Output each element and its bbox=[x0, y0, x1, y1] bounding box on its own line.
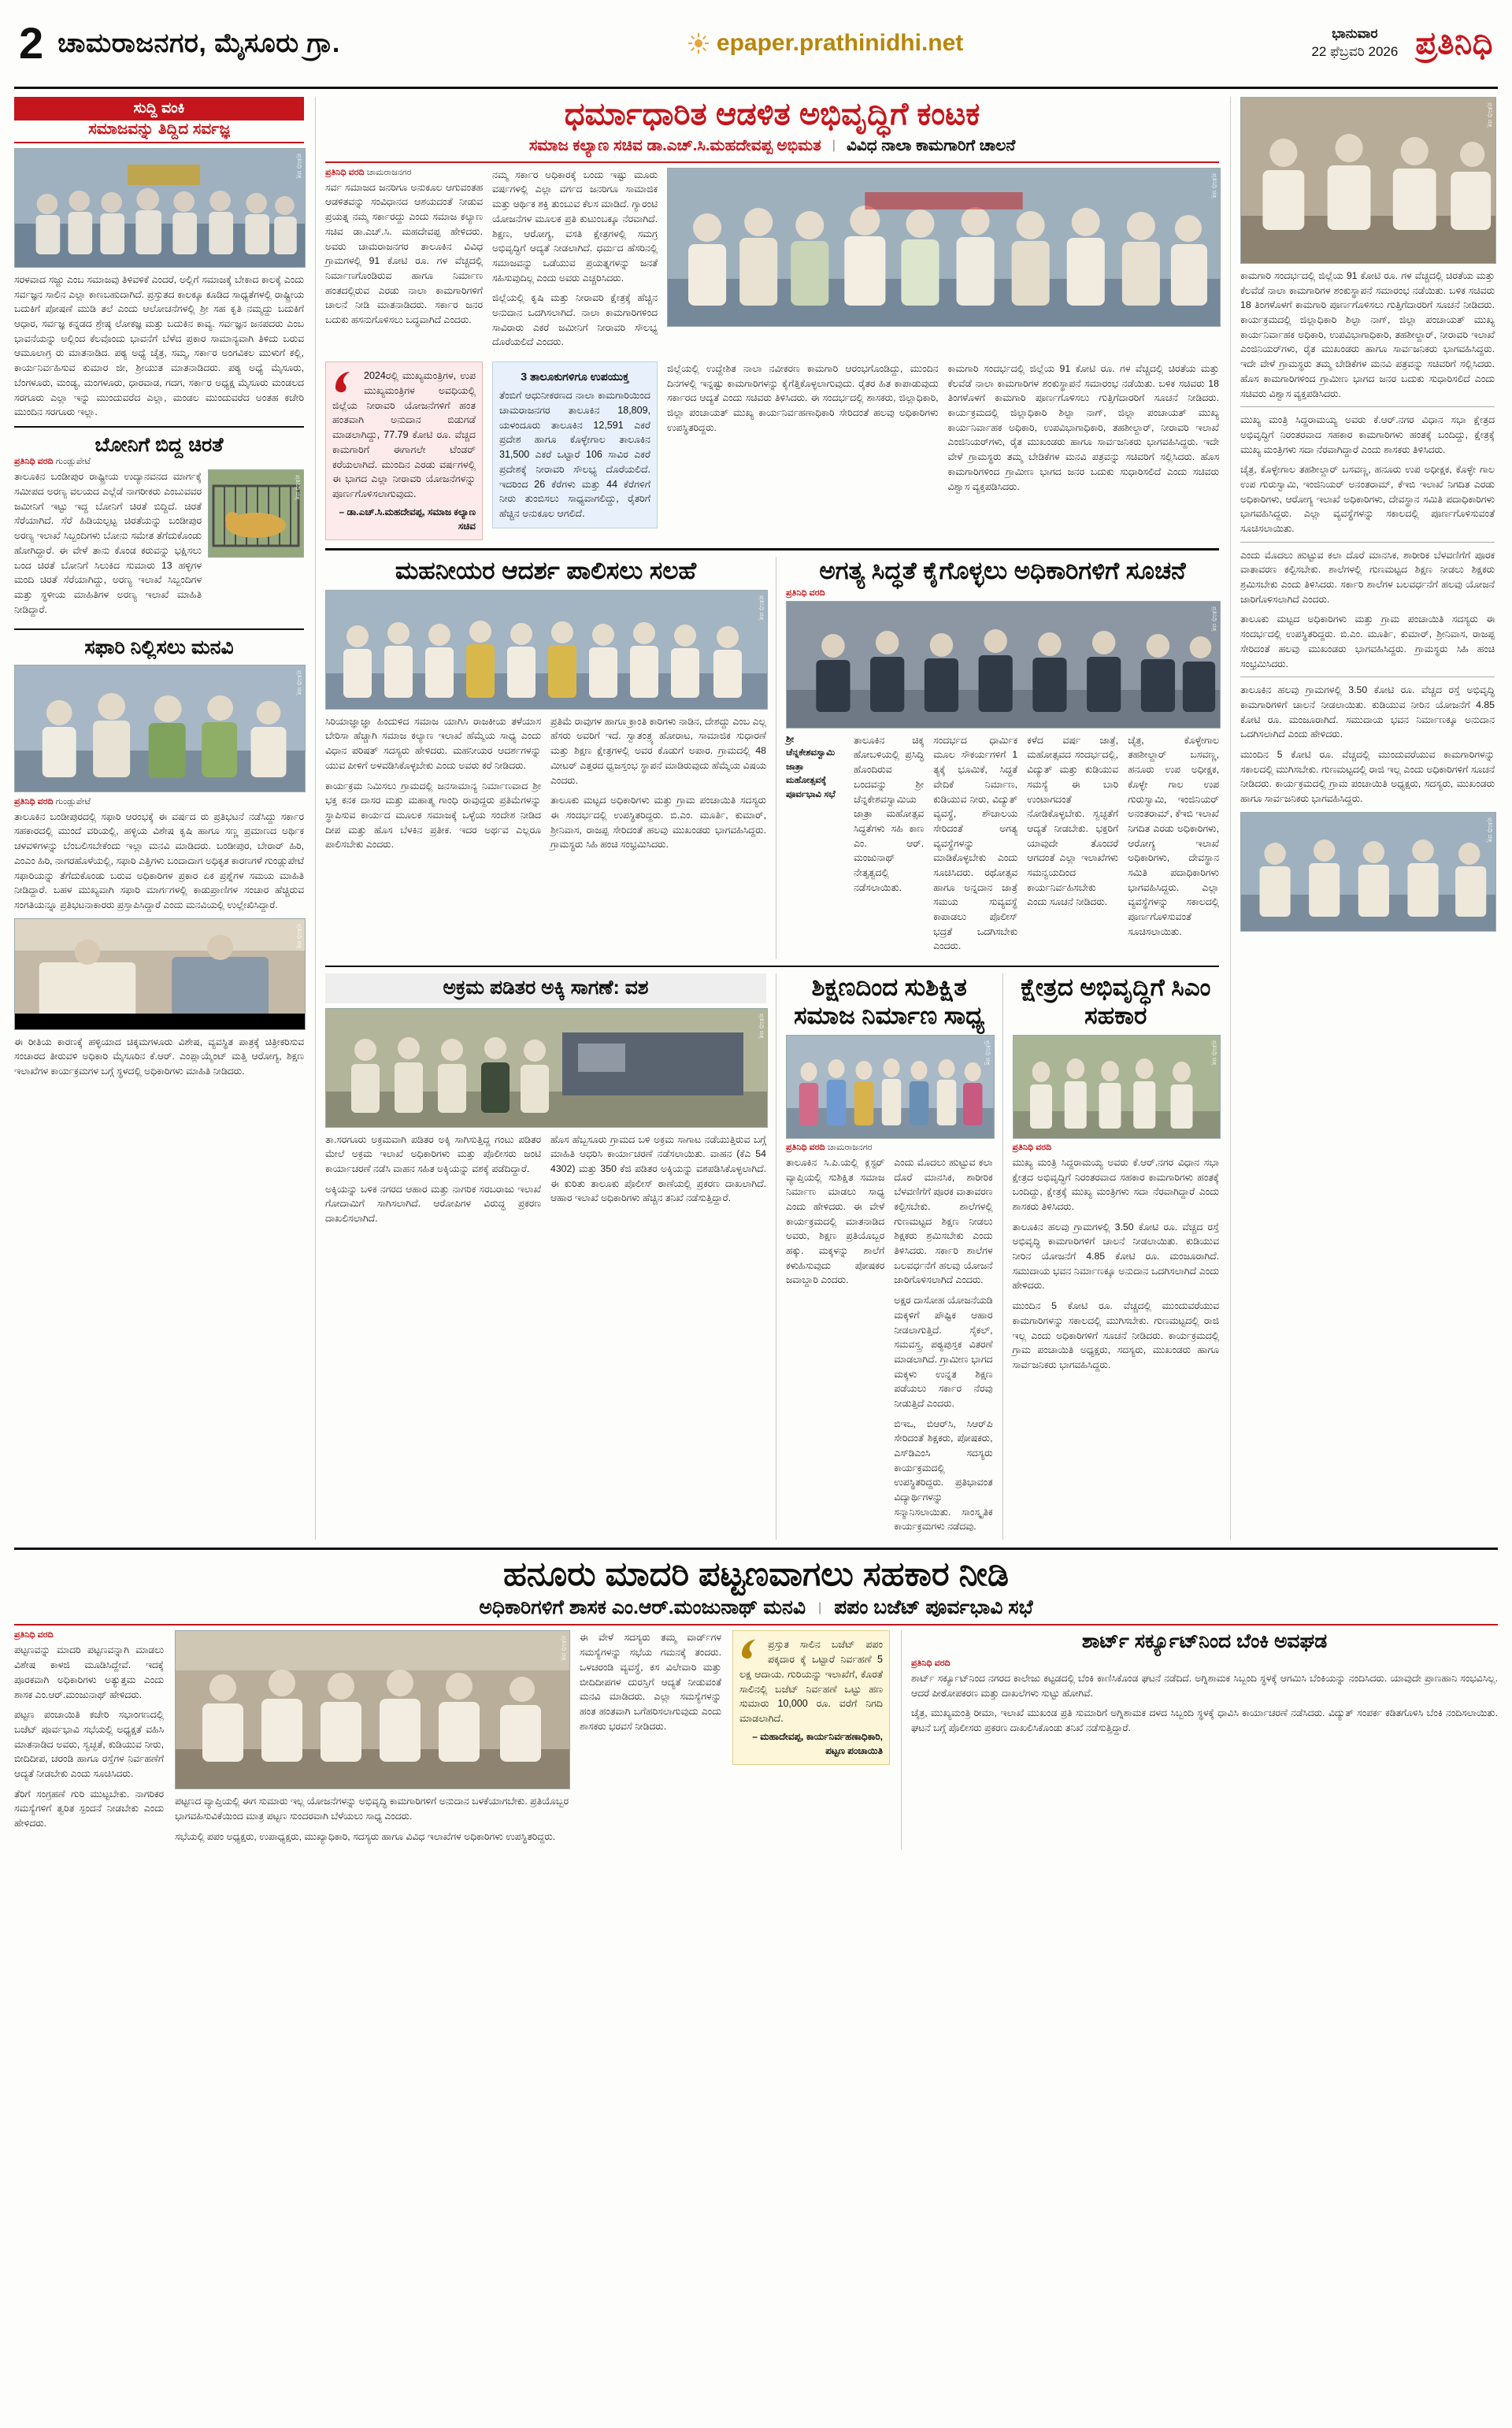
shikshana-text-1: ತಾಲೂಕಿನ ಸಿ.ಪಿ.ಯಲ್ಲಿ ಕ್ಲಸ್ಟರ್ ವ್ಯಾಪ್ತಿಯಲ್ಲಿ ಸುಶಿಕ್ಷಿತ ಸಮಾಜ ನಿರ್ಮಾಣ ಮಾಡಲು ಸಾಧ್ಯ ಎಂದು ಹೇಳಿದರು. ಈ ವೇಳೆ ಕಾರ್ಯಕ್ರಮದಲ್ಲಿ ಮಾತನಾಡಿದ ಅವರು, ಶಿಕ್ಷಣ ಪ್ರತಿಯೊಬ್ಬರ ಹಕ್ಕು. ಮಕ್ಕಳನ್ನು ಶಾಲೆಗೆ ಕಳುಹಿಸುವುದು ಪೋಷಕರ ಜವಾಬ್ದಾರಿ ಎಂದರು. bbox=[786, 1156, 885, 1286]
photo-credit: ಪ್ರತಿನಿಧಿ ಚಿತ್ರ bbox=[984, 1040, 992, 1066]
article-bonige bbox=[14, 434, 304, 622]
mahaniya-title: ಮಹನೀಯರ ಆದರ್ಶ ಪಾಲಿಸಲು ಸಲಹೆ bbox=[395, 556, 697, 584]
divider bbox=[325, 966, 1219, 967]
photo-credit: ಪ್ರತಿನಿಧಿ ಚಿತ್ರ bbox=[1211, 606, 1218, 632]
mahaniya-text-2: ಪ್ರತಿಮೆ ರಾವುಗಳ ಹಾಗೂ ಕ್ರಾಂತಿ ಕಾರಿಗಳು ನಾಡಿನ, ದೇಶದ್ದು ಎಂಬ ಎಲ್ಲ ಹೆಸರು ಅವರಿಗೆ ಇದೆ. ಸ್ವಾತಂತ್ರ್ಯ ಹೋರಾಟ, ಸಾಮಾಜಿಕ ಸುಧಾರಣೆ ಮತ್ತು ಶಿಕ್ಷಣ ಕ್ಷೇತ್ರಗಳಲ್ಲಿ ಅವರ ಕೊಡುಗೆ ಅಪಾರ. ಗ್ರಾಮದಲ್ಲಿ 48 ಮೀಟರ್ ಎತ್ತರದ ಧ್ವಜಸ್ತಂಭ ಸ್ಥಾಪನೆ ಮಾಡಿರುವುದು ಹೆಮ್ಮೆಯ ವಿಷಯ ಎಂದರು. bbox=[550, 715, 766, 786]
photo-credit: ಪ್ರತಿನಿಧಿ ಚಿತ್ರ bbox=[1211, 172, 1218, 198]
photo-credit: ಪ್ರತಿನಿಧಿ ಚಿತ್ರ bbox=[296, 669, 303, 695]
right-text-4: ಎಂದು ಮೊದಲು ಹುಟ್ಟುವ ಕಲಾ ದೊರೆ ಮಾನಸಿಕ, ಶಾರೀರಿಕ ಬೆಳವಣಿಗೆಗೆ ಪೂರಕ ವಾತಾವರಣ ಕಲ್ಪಿಸಬೇಕು. ಶಾಲೆಗಳಲ್ಲಿ ಗುಣಮಟ್ಟದ ಶಿಕ್ಷಣ ನೀಡಲು ಶಿಕ್ಷಕರು ಶ್ರಮಿಸಬೇಕು ಎಂದು ತಿಳಿಸಿದರು. ಸರ್ಕಾರಿ ಶಾಲೆಗಳ ಬಲವರ್ಧನೆಗೆ ಹಲವು ಯೋಜನೆ ಜಾರಿಗೊಳಿಸಲಾಗಿದೆ ಎಂದರು. bbox=[1240, 549, 1495, 605]
pink-box-text: 2024ರಲ್ಲಿ ಮುಖ್ಯಮಂತ್ರಿಗಳ, ಉಪ ಮುಖ್ಯಮಂತ್ರಿಗಳ ಅವಧಿಯಲ್ಲಿ ಜಿಲ್ಲೆಯ ನೀರಾವರಿ ಯೋಜನೆಗಳಿಗೆ ಹಂತ ಹಂತವಾಗಿ ಅನುದಾನ ಬಿಡುಗಡೆ ಮಾಡಲಾಗಿದ್ದು, 77.79 ಕೋಟಿ ರೂ. ವೆಚ್ಚದ ಕಾಮಗಾರಿಗೆ ಈಗಾಗಲೇ ಟೆಂಡರ್ ಕರೆಯಲಾಗಿದೆ. ಮುಂದಿನ ಎರಡು ವರ್ಷಗಳಲ್ಲಿ ಈ ಭಾಗದ ಎಲ್ಲಾ ನೀರಾವರಿ ಯೋಜನೆಗಳನ್ನು ಪೂರ್ಣಗೊಳಿಸಲಾಗುವುದು. bbox=[332, 370, 476, 500]
mahaniya-text-1b: ಕಾರ್ಯಕ್ರಮ ನಿಮಿಸಲು ಗ್ರಾಮದಲ್ಲಿ ಜನಸಾಮಾನ್ಯ ನಿರ್ಮಾಣವಾದ ಶ್ರೀ ಭಕ್ತ ಕನಕ ದಾಸರ ಮತ್ತು ಮಹಾತ್ಮ ಗಾಂಧಿ ರಾವುದ್ದರು ಪ್ರತಿಮೆಗಳನ್ನು ಸ್ಥಾಪಿಸುವ ಕಾರ್ಯದ ಮೂಲಕ ಸಮಾಜಕ್ಕೆ ಒಳ್ಳೆಯ ಸಂದೇಶ ನೀಡಿದ ದೀಪ ಮತ್ತು ಹೊಸ ಬೆಳಕಿನ ಪ್ರತೀಕ. ಇದರ ಅರ್ಥವ ಎಲ್ಲರೂ ಪಾಲಿಸಬೇಕು ಎಂದರು. bbox=[325, 780, 541, 851]
lead-photo bbox=[667, 168, 1221, 327]
right-text-7: ಮುಂದಿನ 5 ಕೋಟಿ ರೂ. ವೆಚ್ಚದಲ್ಲಿ ಮುಂದುವರೆಯುವ ಕಾಮಗಾರಿಗಳನ್ನು ಸಕಾಲದಲ್ಲಿ ಮುಗಿಸಬೇಕು. ಗುಣಮಟ್ಟದಲ್ಲಿ ರಾಜಿ ಇಲ್ಲ ಎಂದು ಅಧಿಕಾರಿಗಳಿಗೆ ಸೂಚನೆ ನೀಡಿದರು. ಕಾರ್ಯಕ್ರಮದಲ್ಲಿ ಗ್ರಾಮ ಪಂಚಾಯಿತಿ ಅಧ್ಯಕ್ಷರು, ಸದಸ್ಯರು, ಮುಖಂಡರು ಹಾಗೂ ಸಾರ್ವಜನಿಕರು ಭಾಗವಹಿಸಿದ್ದರು. bbox=[1240, 748, 1495, 804]
byline-agency: ಪ್ರತಿನಿಧಿ ವರದಿ bbox=[14, 1630, 54, 1640]
right-photo-top bbox=[1240, 97, 1496, 264]
kshetra-title: ಕ್ಷೇತ್ರದ ಅಭಿವೃದ್ಧಿಗೆ ಸಿಎಂ ಸಹಕಾರ bbox=[1021, 973, 1211, 1030]
shikshana-text-3: ಬಿಇಒ, ಬಿಆರ್‌ಸಿ, ಸಿಆರ್‌ಪಿ ಸೇರಿದಂತೆ ಶಿಕ್ಷಕರು, ಪೋಷಕರು, ಎಸ್‌ಡಿಎಂಸಿ ಸದಸ್ಯರು ಕಾರ್ಯಕ್ರಮದಲ್ಲಿ ಉಪಸ್ಥಿತರಿದ್ದರು. ಪ್ರತಿಭಾವಂತ ವಿದ್ಯಾರ್ಥಿಗಳನ್ನು ಸನ್ಮಾನಿಸಲಾಯಿತು. ಸಾಂಸ್ಕೃತಿಕ ಕಾರ್ಯಕ್ರಮಗಳು ನಡೆದವು. bbox=[894, 1418, 993, 1533]
akrama-text-1b: ಅಕ್ಕಿಯನ್ನು ಬಳಿಕ ನಗರದ ಆಹಾರ ಮತ್ತು ನಾಗರಿಕ ಸರಬರಾಜು ಇಲಾಖೆ ಗೋದಾಮಿಗೆ ಸಾಗಿಸಲಾಗಿದೆ. ಆರೋಪಿಗಳ ವಿರುದ್ಧ ಪ್ರಕರಣ ದಾಖಲಿಸಲಾಗಿದೆ. bbox=[325, 1183, 541, 1224]
right-text-3: ಚೈತ್ರ, ಕೊಳ್ಳೇಗಾಲ ತಹಶೀಲ್ದಾರ್ ಬಸವಣ್ಣ, ಹನೂರು ಉಪ ಅಧೀಕ್ಷಕ, ಕೊಳ್ಳೇ ಗಾಲ ಉಪ ಗುರುಸ್ವಾಮಿ, ಇಂಜಿನಿಯರ್ ಅನಂತರಾಮ್, ಕೆಇಬಿ ಇಲಾಖೆ ನಿಗದಿತ ಎರಡು ಅಧಿಕಾರಿಗಳು, ಆರೋಗ್ಯ ಇಲಾಖೆ ಅಧಿಕಾರಿಗಳು, ದೇವಸ್ಥಾನ ಸಮಿತಿ ಪದಾಧಿಕಾರಿಗಳು ಭಾಗವಹಿಸಿದ್ದರು. ಎಲ್ಲಾ ವ್ಯವಸ್ಥೆಗಳನ್ನು ಸಕಾಲದಲ್ಲಿ ಪೂರ್ಣಗೊಳಿಸುವಂತೆ ಸೂಚಿಸಲಾಯಿತು. bbox=[1240, 464, 1495, 534]
byline-place: ಚಾಮರಾಜನಗರ bbox=[366, 167, 412, 177]
bottom-yellow-box bbox=[732, 1630, 890, 1765]
article-shikshana-kshetra bbox=[776, 973, 1219, 1540]
divider bbox=[14, 1624, 1498, 1625]
shikshana-text-2: ಎಂದು ಮೊದಲು ಹುಟ್ಟುವ ಕಲಾ ದೊರೆ ಮಾನಸಿಕ, ಶಾರೀರಿಕ ಬೆಳವಣಿಗೆಗೆ ಪೂರಕ ವಾತಾವರಣ ಕಲ್ಪಿಸಬೇಕು. ಶಾಲೆಗಳಲ್ಲಿ ಗುಣಮಟ್ಟದ ಶಿಕ್ಷಣ ನೀಡಲು ಶಿಕ್ಷಕರು ಶ್ರಮಿಸಬೇಕು ಎಂದು ತಿಳಿಸಿದರು. ಸರ್ಕಾರಿ ಶಾಲೆಗಳ ಬಲವರ್ಧನೆಗೆ ಹಲವು ಯೋಜನೆ ಜಾರಿಗೊಳಿಸಲಾಗಿದೆ ಎಂದರು. bbox=[894, 1156, 993, 1286]
byline-agency: ಪ್ರತಿನಿಧಿ ವರದಿ bbox=[1012, 1142, 1052, 1152]
agathya-title: ಅಗತ್ಯ ಸಿದ್ಧತೆ ಕೈಗೊಳ್ಳಲು ಅಧಿಕಾರಿಗಳಿಗೆ ಸೂಚನೆ bbox=[819, 556, 1186, 584]
bottom-col-3 bbox=[580, 1630, 721, 1849]
lead-body bbox=[325, 168, 1219, 355]
mahaniya-text-2b: ತಾಲೂಕು ಮಟ್ಟದ ಅಧಿಕಾರಿಗಳು ಮತ್ತು ಗ್ರಾಮ ಪಂಚಾಯಿತಿ ಸದಸ್ಯರು ಈ ಸಂದರ್ಭದಲ್ಲಿ ಉಪಸ್ಥಿತರಿದ್ದರು. ಬಿ.ಎಂ. ಮೂರ್ತಿ, ಕುಮಾರ್, ಶ್ರೀನಿವಾಸ, ರಾಜಪ್ಪ ಸೇರಿದಂತೆ ಹಲವು ಮುಖಂಡರು ಭಾಗವಹಿಸಿದ್ದರು. ಗ್ರಾಮಸ್ಥರು ಸಿಹಿ ಹಂಚಿ ಸಂಭ್ರಮಿಸಿದರು. bbox=[550, 795, 766, 851]
lead-text-2b: ಜಿಲ್ಲೆಯಲ್ಲಿ ಕೃಷಿ ಮತ್ತು ನೀರಾವರಿ ಕ್ಷೇತ್ರಕ್ಕೆ ಹೆಚ್ಚಿನ ಅನುದಾನ ಒದಗಿಸಲಾಗಿದೆ. ನಾಲಾ ಕಾಮಗಾರಿಗಳಿಂದ ಸಾವಿರಾರು ಎಕರೆ ಜಮೀನಿಗೆ ನೀರಾವರಿ ಸೌಲಭ್ಯ ದೊರೆಯಲಿದೆ ಎಂದರು. bbox=[492, 292, 658, 348]
lead-subheadline-right: ವಿವಿಧ ನಾಲಾ ಕಾಮಗಾರಿಗೆ ಚಾಲನೆ bbox=[846, 136, 1016, 154]
bottom-byline bbox=[14, 1630, 164, 1640]
akrama-photo bbox=[325, 1008, 768, 1128]
divider bbox=[325, 161, 1219, 163]
left-column bbox=[14, 97, 304, 1540]
agathya-text-2: ಸಂದರ್ಭದ ಧಾರ್ಮಿಕ ಮೂಲ ಸೌಕರ್ಯಗಳಿಗೆ 1 ತ್ಯಕ್ಕೆ ಭೂಮಿಕೆ, ಸಿದ್ಧತೆ ವೇದಿಕೆ ನಿರ್ಮಾಣ, ಕುಡಿಯುವ ನೀರು, ವಿದ್ಯುತ್ ವ್ಯವಸ್ಥೆ, ಶೌಚಾಲಯ ಸೇರಿದಂತೆ ಅಗತ್ಯ ವ್ಯವಸ್ಥೆಗಳನ್ನು ಮಾಡಿಕೊಳ್ಳಬೇಕು ಎಂದು ಸೂಚಿಸಿದರು. ರಥೋತ್ಸವ ಹಾಗೂ ಅನ್ನದಾನ ಜಾತ್ರೆ ಸಮಯ ಸುವ್ಯವಸ್ಥೆ ಕಾಪಾಡಲು ಪೊಲೀಸ್ ಭದ್ರತೆ ಒದಗಿಸಬೇಕು ಎಂದರು. bbox=[933, 734, 1018, 952]
lead-pink-box bbox=[325, 361, 483, 540]
bottom-photo bbox=[175, 1630, 570, 1789]
yellow-box-text: ಪ್ರಸ್ತುತ ಸಾಲಿನ ಬಜೆಟ್ ಪಪಂ ಪಕ್ಕದಾರ ಕ್ಕೆ ಒಟ್ಟಾರೆ ನಿರ್ವಹಣೆ 5 ಲಕ್ಷ ಆದಾಯ. ಗುರಿಯನ್ನು ಇಲಾಖೆಗೆ, ಕೊರತೆ ಸಾಲಿನಲ್ಲಿ ಬಜೆಟ್ ನಿರ್ವಹಣೆ ಒಟ್ಟು ಹಣ ಸುಮಾರು 10,000 ರೂ. ವರೆಗೆ ನಿಗದಿ ಮಾಡಲಾಗಿದೆ. bbox=[739, 1639, 883, 1725]
bottom-subhead-right: ಪಪಂ ಬಜೆಟ್ ಪೂರ್ವಭಾವಿ ಸಭೆ bbox=[834, 1596, 1033, 1619]
kshetra-text-2: ತಾಲೂಕಿನ ಹಲವು ಗ್ರಾಮಗಳಲ್ಲಿ 3.50 ಕೋಟಿ ರೂ. ವೆಚ್ಚದ ರಸ್ತೆ ಅಭಿವೃದ್ಧಿ ಕಾಮಗಾರಿಗಳಿಗೆ ಚಾಲನೆ ನೀಡಲಾಯಿತು. ಕುಡಿಯುವ ನೀರಿನ ಯೋಜನೆಗೆ 4.85 ಕೋಟಿ ರೂ. ಮಂಜೂರಾಗಿದೆ. ಸಮುದಾಯ ಭವನ ನಿರ್ಮಾಣಕ್ಕೂ ಅನುದಾನ ಒದಗಿಸಲಾಗಿದೆ ಎಂದು ಹೇಳಿದರು. bbox=[1012, 1221, 1219, 1292]
agathya-byline bbox=[786, 588, 1219, 599]
photo-content bbox=[1014, 1036, 1221, 1138]
article-safari bbox=[14, 636, 304, 1078]
lead-col-3 bbox=[667, 168, 1219, 355]
lead-byline bbox=[325, 168, 483, 178]
lead-col-1 bbox=[325, 168, 483, 355]
bottom-text-2b: ಸಭೆಯಲ್ಲಿ ಪಪಂ ಅಧ್ಯಕ್ಷರು, ಉಪಾಧ್ಯಕ್ಷರು, ಮುಖ್ಯಾಧಿಕಾರಿ, ಸದಸ್ಯರು ಹಾಗೂ ವಿವಿಧ ಇಲಾಖೆಗಳ ಅಧಿಕಾರಿಗಳು ಉಪಸ್ಥಿತರಿದ್ದರು. bbox=[175, 1830, 556, 1842]
epaper-link-group[interactable] bbox=[340, 30, 1312, 57]
photo-credit: ಪ್ರತಿನಿಧಿ ಚಿತ್ರ bbox=[561, 1636, 568, 1661]
lead-subheadline-left: ಸಮಾಜ ಕಲ್ಯಾಣ ಸಚಿವ ಡಾ.ಎಚ್.ಸಿ.ಮಹದೇವಪ್ಪ ಅಭಿಮತ bbox=[528, 136, 821, 154]
photo-credit: ಪ್ರತಿನಿಧಿ ಚಿತ್ರ bbox=[1487, 102, 1494, 128]
date-text: 22 ಫೆಬ್ರವರಿ 2026 bbox=[1311, 44, 1399, 59]
weekday: ಭಾನುವಾರ bbox=[1332, 26, 1378, 42]
article-short-circuit bbox=[901, 1630, 1498, 1849]
shikshana-byline bbox=[786, 1143, 993, 1153]
blue-box-text: ತೆಂಬಿಗೆ ಆಧುನೀಕರಣದ ನಾಲಾ ಕಾಮಗಾರಿಯಿಂದ ಚಾಮರಾಜನಗರ ತಾಲೂಕಿನ 18,809, ಯಳಂದೂರು ತಾಲೂಕಿನ 12,591 ಎಕರೆ ಪ್ರದೇಶ ಹಾಗೂ ಕೊಳ್ಳೇಗಾಲ ತಾಲೂಕಿನ 31,500 ಎಕರೆ ಒಟ್ಟಾರೆ 106 ಸಾವಿರ ಎಕರೆ ಪ್ರದೇಶಕ್ಕೆ ನೀರಾವರಿ ಸೌಲಭ್ಯ ದೊರೆಯಲಿದೆ. ಇದರಿಂದ 26 ಕೆರೆಗಳು ಮತ್ತು 44 ಕೆರೆಗಳಿಗೆ ನೀರು ತುಂಬಿಸಲು ಸಾಧ್ಯವಾಗಲಿದ್ದು, ರೈತರಿಗೆ ಹೆಚ್ಚಿನ ಅನುಕೂಲ ಆಗಲಿದೆ. bbox=[499, 390, 650, 520]
photo-content bbox=[209, 470, 303, 557]
lead-text-1: ಸರ್ವ ಸಮಾಜದ ಜನರಿಗೂ ಅನುಕೂಲ ಆಗುವಂತಹ ಆಡಳಿತವನ್ನು ಸಂವಿಧಾನದ ಆಶಯದಂತೆ ನೀಡುವ ಪ್ರಯತ್ನ ನಮ್ಮ ಸರ್ಕಾರದ್ದು ಎಂದು ಸಮಾಜ ಕಲ್ಯಾಣ ಸಚಿವ ಡಾ.ಎಚ್.ಸಿ. ಮಹದೇವಪ್ಪ ಹೇಳಿದರು. ಅವರು ಚಾಮರಾಜನಗರ ತಾಲೂಕಿನ ವಿವಿಧ ಗ್ರಾಮಗಳಲ್ಲಿ 91 ಕೋಟಿ ರೂ. ಗಳ ವೆಚ್ಚದಲ್ಲಿ ನಿರ್ಮಾಣಗೊಂಡಿರುವ ಹಾಗೂ ನಿರ್ಮಾಣ ಹಂತದಲ್ಲಿರುವ ಎರಡು ನಾಲಾ ಕಾಮಗಾರಿಗಳಿಗೆ ಚಾಲನೆ ನೀಡಿ ಮಾತನಾಡಿದರು. ಸರ್ಕಾರ ಜನರ ಬದುಕು ಹಸನುಗೊಳಿಸಲು ಬದ್ಧವಾಗಿದೆ ಎಂದರು. bbox=[325, 181, 483, 325]
edition-name: ಚಾಮರಾಜನಗರ, ಮೈಸೂರು ಗ್ರಾ. bbox=[57, 28, 340, 58]
bottom-section bbox=[14, 1556, 1498, 1849]
safari-byline bbox=[14, 797, 304, 807]
page-number: 2 bbox=[19, 18, 44, 68]
suddi-vanki-header: ಸುದ್ದಿ ವಂಕಿ bbox=[14, 97, 304, 120]
byline-agency: ಪ್ರತಿನಿಧಿ ವರದಿ bbox=[14, 457, 54, 467]
right-text-5: ತಾಲೂಕು ಮಟ್ಟದ ಅಧಿಕಾರಿಗಳು ಮತ್ತು ಗ್ರಾಮ ಪಂಚಾಯಿತಿ ಸದಸ್ಯರು ಈ ಸಂದರ್ಭದಲ್ಲಿ ಉಪಸ್ಥಿತರಿದ್ದರು. ಬಿ.ಎಂ. ಮೂರ್ತಿ, ಕುಮಾರ್, ಶ್ರೀನಿವಾಸ, ರಾಜಪ್ಪ ಸೇರಿದಂತೆ ಹಲವು ಮುಖಂಡರು ಭಾಗವಹಿಸಿದ್ದರು. ಗ್ರಾಮಸ್ಥರು ಸಿಹಿ ಹಂಚಿ ಸಂಭ್ರಮಿಸಿದರು. bbox=[1240, 613, 1495, 669]
bottom-yellow-wrap bbox=[732, 1630, 890, 1849]
bottom-subhead-left: ಅಧಿಕಾರಿಗಳಿಗೆ ಶಾಸಕ ಎಂ.ಆರ್.ಮಂಜುನಾಥ್ ಮನವಿ bbox=[479, 1596, 806, 1619]
bottom-text-1b: ಪಟ್ಟಣ ಪಂಚಾಯಿತಿ ಕಚೇರಿ ಸಭಾಂಗಣದಲ್ಲಿ ಬಜೆಟ್ ಪೂರ್ವಭಾವಿ ಸಭೆಯಲ್ಲಿ ಅಧ್ಯಕ್ಷತೆ ವಹಿಸಿ ಮಾತನಾಡಿದ ಅವರು, ಸ್ವಚ್ಛತೆ, ಕುಡಿಯುವ ನೀರು, ಬೀದಿದೀಪ, ಚರಂಡಿ ಹಾಗೂ ರಸ್ತೆಗಳ ನಿರ್ವಹಣೆಗೆ ಆದ್ಯತೆ ನೀಡಬೇಕು ಎಂದು ಸೂಚಿಸಿದರು. bbox=[14, 1709, 164, 1779]
band-two bbox=[325, 557, 1219, 959]
photo-content bbox=[15, 919, 305, 1029]
pink-box-attribution: – ಡಾ.ಎಚ್.ಸಿ.ಮಹದೇವಪ್ಪ, ಸಮಾಜ ಕಲ್ಯಾಣ ಸಚಿವ bbox=[339, 506, 476, 532]
bottom-text-1: ಪಟ್ಟಣವನ್ನು ಮಾದರಿ ಪಟ್ಟಣವನ್ನಾಗಿ ಮಾಡಲು ವಿಶೇಷ ಕಾಳಜಿ ಮೂಡಿಸಿದ್ದೇವೆ. ಇದಕ್ಕೆ ಪೂರಕವಾಗಿ ಅಧಿಕಾರಿಗಳು ಅತ್ಯುತ್ತಮ ಎಂದು ಶಾಸಕ ಎಂ.ಆರ್.ಮಂಜುನಾಥ್ ಹೇಳಿದರು. bbox=[14, 1644, 164, 1700]
bottom-grid bbox=[14, 1630, 1498, 1849]
short-circuit-byline bbox=[911, 1659, 1498, 1669]
byline-place: ಚಾಮರಾಜನಗರ bbox=[827, 1142, 873, 1152]
photo-credit: ಪ್ರತಿನಿಧಿ ಚಿತ್ರ bbox=[1211, 1040, 1218, 1066]
lead-lower bbox=[325, 361, 1219, 540]
safari-photo bbox=[14, 665, 306, 792]
safari-title: ಸಫಾರಿ ನಿಲ್ಲಿಸಲು ಮನವಿ bbox=[84, 636, 234, 659]
shikshana-text-2b: ಅಕ್ಷರ ದಾಸೋಹ ಯೋಜನೆಯಡಿ ಮಕ್ಕಳಿಗೆ ಪೌಷ್ಟಿಕ ಆಹಾರ ನೀಡಲಾಗುತ್ತಿದೆ. ಸೈಕಲ್, ಸಮವಸ್ತ್ರ, ಪಠ್ಯಪುಸ್ತಕ ವಿತರಣೆ ಮಾಡಲಾಗಿದೆ. ಗ್ರಾಮೀಣ ಭಾಗದ ಮಕ್ಕಳು ಉನ್ನತ ಶಿಕ್ಷಣ ಪಡೆಯಲು ಸರ್ಕಾರ ನೆರವು ನೀಡುತ್ತಿದೆ ಎಂದರು. bbox=[894, 1295, 993, 1409]
photo-content bbox=[15, 149, 305, 267]
agathya-text-1: ತಾಲೂಕಿನ ಚಿಕ್ಕ ಹೋಬಳಿಯಲ್ಲಿ ಪ್ರಸಿದ್ಧಿ ಹೊಂದಿರುವ ಬಂದವನ್ನು ಶ್ರೀ ಚೆನ್ನಕೇಶವಸ್ವಾಮಿಯ ಜಾತ್ರಾ ಮಹೋತ್ಸವ ಸಿದ್ಧತೆಗಳು ಸಹಿ ಕಾಣ ಎಂ. ಆರ್. ಮಂಜುನಾಥ್ ನೇತೃತ್ವದಲ್ಲಿ ನಡೆಸಲಾಯಿತು. bbox=[854, 734, 925, 893]
bottom-text-1c: ತೆರಿಗೆ ಸಂಗ್ರಹಣೆ ಗುರಿ ಮುಟ್ಟಬೇಕು. ನಾಗರಿಕರ ಸಮಸ್ಯೆಗಳಿಗೆ ತ್ವರಿತ ಸ್ಪಂದನೆ ನೀಡಬೇಕು ಎಂದು ಹೇಳಿದರು. bbox=[14, 1788, 164, 1829]
photo-content bbox=[1241, 98, 1495, 263]
lead-text-4: ಕಾಮಗಾರಿ ಸಂದರ್ಭದಲ್ಲಿ ಜಿಲ್ಲೆಯ 91 ಕೋಟಿ ರೂ. ಗಳ ವೆಚ್ಚದಲ್ಲಿ ಚಿರತೆಯ ಮತ್ತು ಕೆಲವೆಡೆ ನಾಲಾ ಕಾಮಗಾರಿಗಳ ಶಂಕುಸ್ಥಾಪನೆ ಸಮಾರಂಭ ನಡೆಯಿತು. ಬಳಿಕ ಸಚಿವರು 18 ತಿಂಗಳೊಳಗೆ ಕಾಮಗಾರಿ ಪೂರ್ಣಗೊಳಿಸಲು ಗುತ್ತಿಗೆದಾರರಿಗೆ ಸೂಚನೆ ನೀಡಿದರು. ಕಾರ್ಯಕ್ರಮದಲ್ಲಿ ಜಿಲ್ಲಾಧಿಕಾರಿ ಶಿಲ್ಪಾ ನಾಗ್, ಜಿಲ್ಲಾ ಪಂಚಾಯತ್ ಮುಖ್ಯ ಕಾರ್ಯನಿರ್ವಾಹಕ ಅಧಿಕಾರಿ, ಉಪವಿಭಾಗಾಧಿಕಾರಿ, ತಹಶೀಲ್ದಾರ್, ನೀರಾವರಿ ಇಲಾಖೆ ಎಂಜಿನಿಯರ್‌ಗಳು, ರೈತ ಮುಖಂಡರು ಹಾಗೂ ಸಾರ್ವಜನಿಕರು ಭಾಗವಹಿಸಿದ್ದರು. ಇದೇ ವೇಳೆ ಗ್ರಾಮಸ್ಥರು ತಮ್ಮ ಬೇಡಿಕೆಗಳ ಮನವಿ ಪತ್ರವನ್ನು ಸಚಿವರಿಗೆ ಸಲ್ಲಿಸಿದರು. ಹೊಸ ಕಾಮಗಾರಿಗಳಿಂದ ಗ್ರಾಮೀಣ ಭಾಗದ ಜನರ ಬದುಕು ಸುಧಾರಿಸಲಿದೆ ಎಂದು ಸಚಿವರು ವಿಶ್ವಾಸ ವ್ಯಕ್ತಪಡಿಸಿದರು. bbox=[947, 363, 1219, 492]
byline-place: ಗುಂಡ್ಲುಪೇಟೆ bbox=[55, 796, 91, 806]
shikshana-col-2 bbox=[894, 1155, 992, 1540]
suddi-vanki-subheader: ಸಮಾಜವನ್ನು ತಿದ್ದಿದ ಸರ್ವಜ್ಞ bbox=[14, 120, 304, 143]
kshetra-photo bbox=[1013, 1035, 1221, 1139]
article-kshetra bbox=[1002, 973, 1220, 1540]
lead-col-2 bbox=[492, 168, 658, 355]
byline-agency: ಪ್ರತಿನಿಧಿ ವರದಿ bbox=[786, 1142, 825, 1152]
article-agathya bbox=[776, 557, 1219, 959]
suddi-vanki-body: ಸರಳವಾದ ಸಜ್ಜು ಎಂಬ ಸಮಾಜವು ತಿಳಿವಳಿಕೆ ಎಂದರೆ, ಅಲ್ಲಿಗೆ ಸಮಾಜಕ್ಕೆ ಬೇಕಾದ ಕಾಲಕ್ಕೆ ಎಂದು ಸರ್ವಜ್ಞನ ಸಾಲಿನ ಎಲ್ಲಾ ಕಾಣಬಹುದಾಗಿದೆ. ಪ್ರಸ್ತುತದ ಕಾಲಕ್ಕೂ ಕೂಡಿದ ಸಾಧ್ಯತೆಗಳಲ್ಲಿ ರಾಷ್ಟ್ರೀಯ ಬದುಕಿಗೆ ಪೋಷಣೆ ಮುಡಿ ತಲೆ ಎಂದು ಆಲೋಚನೆಗಳಲ್ಲಿ ಶ್ರೀ ಸಹ ಕೃತಿ ನಮ್ಮದ್ದು ಬದುಕಿಗೆ ಆಧಾರ, ಸರ್ವಜ್ಞ ಕನ್ನಡದ ಶ್ರೇಷ್ಠ ಲೋಕಜ್ಞ ಮತ್ತು ಬದುಕಿನ ಕಾವ್ಯ. ಸರ್ವಜ್ಞನ ಜನಪದರು ಎಂಬ ಭಾವನೆಯನ್ನು ಅಲ್ಲಿಂದ ಕೆಲವೊಂದು ಭಾವನೆಗೆ ಬೆಳೆದ ಪ್ರಕಾರ ಸಾಮಾನ್ಯವಾಗಿ ತಿಳಿದು ಬರುವ ಆಮೂಲಾಗ್ರ ರು ಮಾತನಾಡಿದ. ಪಠ್ಯ ಅಧ್ಯೆ ಚೈತ್ರ, ಸಮ್ಮ, ಸರ್ಕಾರ ಅಂಗವಿಕಲ ಮುಳುಗೆ ಕಲ್ಲಿ, ಕಾರ್ಯನಿರ್ವಹಿಸುವ ಕುಮಾರ ಜೀ, ಶ್ರೀಯುತ ಮಾತನಾಡಿದರು. ಪಠ್ಯ ಅಧ್ಯೆ ಮೈಸೂರು, ಬೆಂಗಳೂರು, ಮಂಡ್ಯ, ಮಂಗಳೂರು, ಧಾರವಾಡ, ಗದಗ, ಸರ್ಕಾರ ಅಧ್ಯಕ್ಷ ಮೈಸೂರು ಮಂಡಲದ ಸರಗೂರು ಎಲ್ಲಾ ಇನ್ನು ಮುಂದುವರೆದ ಎಲ್ಲಾ, ಮಂಡಲ ಮುಂದುವರೆದ ಅಂತಹ ಕಚೇರಿ ಮುಂದಿನ ಸರಗೂರು ಇಲ್ಲಾ. bbox=[14, 274, 304, 418]
photo-content bbox=[326, 1009, 767, 1127]
safari-body: ತಾಲೂಕಿನ ಬಂಡೀಪುರದಲ್ಲಿ ಸಫಾರಿ ಆರಂಭಕ್ಕೆ ಈ ವರ್ಷದ ರು ಪ್ರತಿಭಟನೆ ನಡೆಸಿದ್ದು ಸರ್ಕಾರ ಸಹಕಾರದಲ್ಲಿ ಮುಂದೆ ವರಿಯಲ್ಲಿ, ಹಳ್ಳಿಯ ವಿಶೇಷ ಕೃಷಿ ಹಾಗೂ ಸಣ್ಣ ಪ್ರಮಾಣದ ಅರ್ಥಿಕ ಚಳವಳಿಗಳನ್ನು ಬೆಂಬಲಿಸಬೇಕೆಂದು ಇಲ್ಲಾ ಮನವಿ ಮಾಡಿದರು. ಬಂಡೀಪುರ, ಬೇರಾರ್ ಹಿರಿ, ಎಂಎಂ ಹಿರಿ, ನಾಗರಹೊಳೆಯಲ್ಲಿ, ಸಫಾರಿ ಎತ್ತಿಗಳು ಬಂದಾದಾಗ ಅಧಿಕೃತ ಕಾರಣಗಳೆ ಗುಂಡ್ಲುಪೇಟೆ ಸಫಾರಿಯನ್ನು ತೆಗೆದುಕೊಂಡು ಬರುವ ಅಧಿಕಾರಿಗಳ ಪ್ರಕಾರ ಏಕ ಪ್ರಶ್ನೆಗಳ ಸಮಯ ಮಾಹಿತಿ ನೀಡಿದ್ದಾರೆ. ಬಹಳ ಮುಖ್ಯವಾಗಿ ಸಫಾರಿ ಮಾರ್ಗಗಳಲ್ಲಿ ಕಾಡುಪ್ರಾಣಿಗಳ ಸಂಚಾರ ಹೆಚ್ಚಿರುವ ಸಂಗತಿಯನ್ನೂ ಪ್ರತಿಭಟನಾಕಾರರು ಪ್ರಸ್ತಾಪಿಸಿದ್ದಾರೆ ಎಂದು ಮನವಿಯಲ್ಲಿ ಉಲ್ಲೇಖಿಸಿದ್ದಾರೆ. bbox=[14, 810, 304, 910]
subhead-separator: | bbox=[818, 1600, 822, 1614]
brand-logo: ಪ್ರತಿನಿಧಿ bbox=[1415, 25, 1493, 61]
byline-agency: ಪ್ರತಿನಿಧಿ ವರದಿ bbox=[911, 1658, 951, 1668]
short-circuit-text-2: ಚೈತ್ರ, ಮುಖ್ಯಮಂತ್ರಿ ರೀಮಾ, ಇಲಾಖೆ ಮುಖಂಡ ಪ್ರತಿ ಸುಮಾರಿಗೆ ಅಗ್ನಿಶಾಮಕ ದಳದ ಸಿಬ್ಬಂದಿ ಸ್ಥಳಕ್ಕೆ ಧಾವಿಸಿ ಕಾರ್ಯಾಚರಣೆ ನಡೆಸಿದರು. ವಿದ್ಯುತ್ ಸಂಪರ್ಕ ಕಡಿತಗೊಳಿಸಿ ಬೆಂಕಿ ನಂದಿಸಲಾಯಿತು. ಘಟನೆ ಬಗ್ಗೆ ಪೊಲೀಸರು ಪ್ರಕರಣ ದಾಖಲಿಸಿಕೊಂಡು ತನಿಖೆ ನಡೆಸುತ್ತಿದ್ದಾರೆ. bbox=[911, 1707, 1498, 1734]
agathya-col-1 bbox=[854, 733, 924, 959]
divider bbox=[325, 548, 1219, 550]
article-lead bbox=[325, 97, 1219, 540]
bonige-photo bbox=[208, 469, 304, 558]
agathya-text-4: ಚೈತ್ರ, ಕೊಳ್ಳೇಗಾಲ ತಹಶೀಲ್ದಾರ್ ಬಸವಣ್ಣ, ಹನೂರು ಉಪ ಅಧೀಕ್ಷಕ, ಕೊಳ್ಳೇ ಗಾಲ ಉಪ ಗುರುಸ್ವಾಮಿ, ಇಂಜಿನಿಯರ್ ಅನಂತರಾಮ್, ಕೆಇಬಿ ಇಲಾಖೆ ನಿಗದಿತ ಎರಡು ಅಧಿಕಾರಿಗಳು, ಆರೋಗ್ಯ ಇಲಾಖೆ ಅಧಿಕಾರಿಗಳು, ದೇವಸ್ಥಾನ ಸಮಿತಿ ಪದಾಧಿಕಾರಿಗಳು ಭಾಗವಹಿಸಿದ್ದರು. ಎಲ್ಲಾ ವ್ಯವಸ್ಥೆಗಳನ್ನು ಸಕಾಲದಲ್ಲಿ ಪೂರ್ಣಗೊಳಿಸುವಂತೆ ಸೂಚಿಸಲಾಯಿತು. bbox=[1128, 734, 1220, 937]
photo-credit: ಪ್ರತಿನಿಧಿ ಚಿತ್ರ bbox=[1487, 817, 1494, 843]
mahaniya-col-2 bbox=[550, 714, 766, 858]
agathya-text-3: ಕಳೆದ ವರ್ಷ ಜಾತ್ರೆ, ಮಹೋತ್ಸವದ ಸಂದರ್ಭದಲ್ಲಿ, ವಿದ್ಯುತ್ ಮತ್ತು ಕುಡಿಯುವ ಸಮಸ್ಯೆ ಈ ಬಾರಿ ಉಂಟಾಗದಂತೆ ನೋಡಿಕೊಳ್ಳಬೇಕು. ಸ್ವಚ್ಛತೆಗೆ ಆದ್ಯತೆ ನೀಡಬೇಕು. ಭಕ್ತರಿಗೆ ಯಾವುದೇ ತೊಂದರೆ ಆಗದಂತೆ ಎಲ್ಲಾ ಇಲಾಖೆಗಳು ಸಮನ್ವಯದಿಂದ ಕಾರ್ಯನಿರ್ವಹಿಸಬೇಕು ಎಂದು ಸೂಚನೆ ನೀಡಿದರು. bbox=[1027, 734, 1119, 908]
masthead bbox=[14, 0, 1498, 89]
band-three bbox=[325, 973, 1219, 1540]
akrama-text-2: ಹೊಸ ಹೆಬ್ಬಸೂರು ಗ್ರಾಮದ ಬಳಿ ಅಕ್ರಮ ಸಾಗಾಟ ನಡೆಯುತ್ತಿರುವ ಬಗ್ಗೆ ಮಾಹಿತಿ ಆಧರಿಸಿ ಕಾರ್ಯಾಚರಣೆ ನಡೆಸಲಾಯಿತು. ವಾಹನ (ಕೆಎ 54 4302) ಮತ್ತು 350 ಕೆಜಿ ಪಡಿತರ ಅಕ್ಕಿಯನ್ನು ವಶಪಡಿಸಿಕೊಳ್ಳಲಾಗಿದೆ. ಈ ಕುರಿತು ತಾಲೂಕು ಪೊಲೀಸ್ ಠಾಣೆಯಲ್ಲಿ ಪ್ರಕರಣ ದಾಖಲಾಗಿದೆ. ಆಹಾರ ಇಲಾಖೆ ಅಧಿಕಾರಿಗಳು ಹೆಚ್ಚಿನ ತನಿಖೆ ನಡೆಸುತ್ತಿದ್ದಾರೆ. bbox=[550, 1133, 766, 1204]
subhead-separator: | bbox=[832, 139, 836, 153]
photo-credit: ಪ್ರತಿನಿಧಿ ಚಿತ್ರ bbox=[296, 923, 303, 949]
bottom-headline: ಹನೂರು ಮಾದರಿ ಪಟ್ಟಣವಾಗಲು ಸಹಕಾರ ನೀಡಿ bbox=[502, 1555, 1009, 1594]
divider bbox=[14, 628, 304, 630]
lead-blue-box bbox=[492, 361, 658, 528]
lead-text-3: ಜಿಲ್ಲೆಯಲ್ಲಿ ಉದ್ದೇಶಿತ ನಾಲಾ ನವೀಕರಣ ಕಾಮಗಾರಿ ಆರಂಭಗೊಂಡಿದ್ದು, ಮುಂದಿನ ದಿನಗಳಲ್ಲಿ ಇನ್ನಷ್ಟು ಕಾಮಗಾರಿಗಳನ್ನು ಕೈಗೆತ್ತಿಕೊಳ್ಳಲಾಗುವುದು. ರೈತರ ಹಿತ ಕಾಪಾಡುವುದು ಸರ್ಕಾರದ ಆದ್ಯತೆ ಎಂದು ಸಚಿವರು ತಿಳಿಸಿದರು. ಈ ಸಂದರ್ಭದಲ್ಲಿ ಶಾಸಕರು, ಜಿಲ್ಲಾಧಿಕಾರಿ, ಜಿಲ್ಲಾ ಪಂಚಾಯತ್ ಮುಖ್ಯ ಕಾರ್ಯನಿರ್ವಹಣಾಧಿಕಾರಿ ಸೇರಿದಂತೆ ಹಲವು ಅಧಿಕಾರಿಗಳು ಉಪಸ್ಥಿತರಿದ್ದರು. bbox=[667, 363, 939, 433]
kshetra-text-1: ಮುಖ್ಯ ಮಂತ್ರಿ ಸಿದ್ದರಾಮಯ್ಯ ಅವರು ಕೆ.ಆರ್.ನಗರ ವಿಧಾನ ಸಭಾ ಕ್ಷೇತ್ರದ ಅಭಿವೃದ್ಧಿಗೆ ನಿರಂತರವಾದ ಸಹಕಾರ ಕಾಮಗಾರಿಗಳು ಹಂತಕ್ಕೆ ಬಂದಿದ್ದು, ಕ್ಷೇತ್ರಕ್ಕೆ ಮುಖ್ಯ ಮಂತ್ರಿಗಳು ಸದಾ ನೆರವಾಗಿದ್ದಾರೆ ಎಂದು ಶಾಸಕರು ತಿಳಿಸಿದರು. bbox=[1012, 1156, 1219, 1213]
right-text-6: ತಾಲೂಕಿನ ಹಲವು ಗ್ರಾಮಗಳಲ್ಲಿ 3.50 ಕೋಟಿ ರೂ. ವೆಚ್ಚದ ರಸ್ತೆ ಅಭಿವೃದ್ಧಿ ಕಾಮಗಾರಿಗಳಿಗೆ ಚಾಲನೆ ನೀಡಲಾಯಿತು. ಕುಡಿಯುವ ನೀರಿನ ಯೋಜನೆಗೆ 4.85 ಕೋಟಿ ರೂ. ಮಂಜೂರಾಗಿದೆ. ಸಮುದಾಯ ಭವನ ನಿರ್ಮಾಣಕ್ಕೂ ಅನುದಾನ ಒದಗಿಸಲಾಗಿದೆ ಎಂದು ಹೇಳಿದರು. bbox=[1240, 684, 1495, 740]
photo-credit: ಪ್ರತಿನಿಧಿ ಚಿತ್ರ bbox=[295, 475, 302, 500]
shikshana-col-1 bbox=[786, 1155, 884, 1540]
byline-agency: ಪ್ರತಿನಿಧಿ ವರದಿ bbox=[786, 588, 825, 598]
right-photo-bottom bbox=[1240, 812, 1496, 932]
agathya-photo bbox=[786, 601, 1221, 728]
right-text-2: ಮುಖ್ಯ ಮಂತ್ರಿ ಸಿದ್ದರಾಮಯ್ಯ ಅವರು ಕೆ.ಆರ್.ನಗರ ವಿಧಾನ ಸಭಾ ಕ್ಷೇತ್ರದ ಅಭಿವೃದ್ಧಿಗೆ ನಿರಂತರವಾದ ಸಹಕಾರ ಕಾಮಗಾರಿಗಳು ಹಂತಕ್ಕೆ ಬಂದಿದ್ದು, ಕ್ಷೇತ್ರಕ್ಕೆ ಮುಖ್ಯ ಮಂತ್ರಿಗಳು ಸದಾ ನೆರವಾಗಿದ್ದಾರೆ ಎಂದು ಶಾಸಕರು ತಿಳಿಸಿದರು. bbox=[1240, 414, 1495, 455]
photo-content bbox=[1241, 813, 1495, 931]
akrama-text-1: ತಾ.ಸರಗೂರು ಅಕ್ರಮವಾಗಿ ಪಡಿತರ ಅಕ್ಕಿ ಸಾಗಿಸುತ್ತಿದ್ದ ಗಂಟು ಪಡಿತರ ಮೇಲೆ ಅಕ್ರಮ ಇಲಾಖೆ ಅಧಿಕಾರಿಗಳು ಮತ್ತು ಪೊಲೀಸರು ಜಂಟಿ ಕಾರ್ಯಾಚರಣೆ ನಡೆಸಿ ವಾಹನ ಸಹಿತ ಅಕ್ಕಿಯನ್ನು ವಶಕ್ಕೆ ಪಡೆದಿದ್ದಾರೆ. bbox=[325, 1133, 541, 1174]
lead-blue-box-wrap bbox=[492, 361, 658, 540]
photo-content bbox=[326, 591, 767, 709]
shikshana-photo bbox=[786, 1035, 995, 1139]
article-shikshana bbox=[786, 973, 993, 1540]
bonige-body: ತಾಲೂಕಿನ ಬಂಡೀಪುರ ರಾಷ್ಟ್ರೀಯ ಉದ್ಯಾನವನದ ಮಾರ್ಗಕ್ಕೆ ಸಮೀಪದ ಅರಣ್ಯ ವಲಯದ ಎಲ್ಲೆಡೆ ನಾಗರೀಕರು ಎಂಬುವವರ ಜಮೀನಿಗೆ ಇಟ್ಟು ಇದ್ದ ಬೋನಿಗೆ ಚಿರತೆ ಬಿದ್ದಿದೆ. ಚಿರತೆ ಸೆರೆಯಾಗಿದೆ. ಸೆರೆ ಹಿಡಿಯಲ್ಪಟ್ಟ ಚಿರತೆಯನ್ನು ಬಂಡೀಪುರ ಅರಣ್ಯ ಇಲಾಖೆ ಸಿಬ್ಬಂದಿಗಳು ಬೋನು ಸಮೇತ ತೆಗೆದುಕೊಂಡು ಹೋಗಿದ್ದಾರೆ. ಈ ವೇಳೆ ತಾನು ಕೊಂಡ ಕರುವನ್ನು ಭಕ್ಷಿಸಲು ಬಂದ ಚಿರತೆ ಬೋನಿಗೆ ಸಿಲುಕಿದ ಸುಮಾರು 13 ಹಳ್ಳಿಗಳ ಮಂದಿ ಚಿರತೆ ಸೆರೆಯಾಗಿದ್ದು, ಅರಣ್ಯ ಇಲಾಖೆ ಸಿಬ್ಬಂದಿಗಳ ಮತ್ತು ಸ್ಥಳೀಯ ಮಾಹಿತಿಗಳ ಅರಣ್ಯ ಇಲಾಖೆ ಮಾಹಿತಿ ನೀಡಿದ್ದಾರೆ. bbox=[14, 471, 202, 615]
byline-agency: ಪ್ರತಿನಿಧಿ ವರದಿ bbox=[14, 796, 54, 806]
pull-quote-text: ಶ್ರೀ ಚೆನ್ನಕೇಶವಸ್ವಾಮಿ ಜಾತ್ರಾ ಮಹೋತ್ಸವಕ್ಕೆ ಪೂರ್ವಭಾವಿ ಸಭೆ bbox=[786, 734, 836, 799]
article-suddi-vanki bbox=[14, 97, 304, 420]
agathya-col-2 bbox=[933, 733, 1017, 959]
quote-icon bbox=[739, 1637, 763, 1661]
epaper-url[interactable]: epaper.prathinidhi.net bbox=[716, 30, 964, 56]
content-grid bbox=[14, 97, 1498, 1540]
photo-content bbox=[668, 169, 1220, 326]
sun-icon bbox=[688, 33, 709, 54]
short-circuit-text-1: ಶಾರ್ಟ್ ಸರ್ಕ್ಯೂಟ್‌ನಿಂದ ನಗರದ ಕಾಲೇಜು ಕಟ್ಟಡದಲ್ಲಿ ಬೆಂಕಿ ಕಾಣಿಸಿಕೊಂಡ ಘಟನೆ ನಡೆದಿದೆ. ಅಗ್ನಿಶಾಮಕ ಸಿಬ್ಬಂದಿ ಸ್ಥಳಕ್ಕೆ ಆಗಮಿಸಿ ಬೆಂಕಿಯನ್ನು ನಂದಿಸಿದರು. ಯಾವುದೇ ಪ್ರಾಣಹಾನಿ ಸಂಭವಿಸಿಲ್ಲ. ಆದರೆ ಪೀಠೋಪಕರಣ ಮತ್ತು ದಾಖಲೆಗಳು ಸುಟ್ಟು ಹೋಗಿವೆ. bbox=[911, 1672, 1498, 1699]
center-column bbox=[315, 97, 1219, 1540]
byline-place: ಗುಂಡ್ಲುಪೇಟೆ bbox=[55, 457, 91, 467]
photo-content bbox=[176, 1631, 569, 1789]
divider bbox=[14, 1548, 1498, 1550]
agathya-col-3 bbox=[1027, 733, 1118, 959]
safari-body-2: ಈ ರೀತಿಯ ಕಾರಣಕ್ಕೆ ಹಳ್ಳಿಯಾದ ಚಿಕ್ಕಮಗಳೂರು ವಿಶೇಷ, ವ್ಯವಸ್ಥಿತ ಪಾತ್ರಕ್ಕೆ ಚಿತ್ರೀಕರಿಸುವ ಸಂಚಾರದ ತೀರುವಳಿ ಅಧಿಕಾರಿ ಮೈಸೂರಿನ ಕೆ.ಆರ್. ಎಂಪ್ಲಾಯ್ಮೆಂಟ್ ಮತ್ತಿ ಆರೋಗ್ಯ, ಶಿಕ್ಷಣ ಇಲಾಖೆಗಳ ಕಾರ್ಯಕ್ರಮಗಳ ಬಗ್ಗೆ ಸ್ಥಳದಲ್ಲಿ ಅಧಿಕಾರಿಗಳು ಮಾಹಿತಿ ನೀಡಿದರು. bbox=[14, 1036, 304, 1077]
agathya-pull-quote bbox=[786, 733, 844, 959]
bottom-text-3: ಈ ವೇಳೆ ಸದಸ್ಯರು ತಮ್ಮ ವಾರ್ಡ್‌ಗಳ ಸಮಸ್ಯೆಗಳನ್ನು ಸಭೆಯ ಗಮನಕ್ಕೆ ತಂದರು. ಒಳಚರಂಡಿ ವ್ಯವಸ್ಥೆ, ಕಸ ವಿಲೇವಾರಿ ಮತ್ತು ಬೀದಿದೀಪಗಳ ದುರಸ್ತಿಗೆ ಆದ್ಯತೆ ನೀಡುವಂತೆ ಮನವಿ ಮಾಡಿದರು. ಎಲ್ಲಾ ಸಮಸ್ಯೆಗಳನ್ನು ಹಂತ ಹಂತವಾಗಿ ಬಗೆಹರಿಸಲಾಗುವುದು ಎಂದು ಶಾಸಕರು ಭರವಸೆ ನೀಡಿದರು. bbox=[580, 1632, 721, 1732]
lead-tail bbox=[667, 361, 1219, 540]
photo-credit: ಪ್ರತಿನಿಧಿ ಚಿತ್ರ bbox=[758, 595, 765, 621]
lead-text-2: ನಮ್ಮ ಸರ್ಕಾರ ಅಧಿಕಾರಕ್ಕೆ ಬಂದು ಇಷ್ಟು ಮೂರು ವರ್ಷಗಳಲ್ಲಿ ಎಲ್ಲಾ ವರ್ಗದ ಜನರಿಗೂ ಸಾಮಾಜಿಕ ಮತ್ತು ಆರ್ಥಿಕ ಶಕ್ತಿ ತುಂಬುವ ಕೆಲಸ ಮಾಡಿದೆ. ಗ್ಯಾರಂಟಿ ಯೋಜನೆಗಳ ಮೂಲಕ ಪ್ರತಿ ಕುಟುಂಬಕ್ಕೂ ನೆರವಾಗಿದೆ. ಶಿಕ್ಷಣ, ಆರೋಗ್ಯ, ವಸತಿ ಕ್ಷೇತ್ರಗಳಲ್ಲಿ ಸಮಗ್ರ ಅಭಿವೃದ್ಧಿಗೆ ಆದ್ಯತೆ ನೀಡಲಾಗಿದೆ. ಧರ್ಮದ ಹೆಸರಿನಲ್ಲಿ ಸಮಾಜವನ್ನು ಒಡೆಯುವ ಪ್ರಯತ್ನಗಳನ್ನು ಜನತೆ ಸಹಿಸುವುದಿಲ್ಲ ಎಂದು ಅವರು ಎಚ್ಚರಿಸಿದರು. bbox=[492, 169, 658, 284]
shikshana-title: ಶಿಕ್ಷಣದಿಂದ ಸುಶಿಕ್ಷಿತ ಸಮಾಜ ನಿರ್ಮಾಣ ಸಾಧ್ಯ bbox=[794, 973, 985, 1030]
photo-content bbox=[15, 665, 305, 791]
lead-pink-box-wrap bbox=[325, 361, 483, 540]
article-mahaniya bbox=[325, 557, 766, 959]
mahaniya-photo bbox=[325, 590, 768, 710]
agathya-col-4 bbox=[1128, 733, 1219, 959]
suddi-vanki-photo bbox=[14, 148, 306, 268]
right-text-1: ಕಾಮಗಾರಿ ಸಂದರ್ಭದಲ್ಲಿ ಜಿಲ್ಲೆಯ 91 ಕೋಟಿ ರೂ. ಗಳ ವೆಚ್ಚದಲ್ಲಿ ಚಿರತೆಯ ಮತ್ತು ಕೆಲವೆಡೆ ನಾಲಾ ಕಾಮಗಾರಿಗಳ ಶಂಕುಸ್ಥಾಪನೆ ಸಮಾರಂಭ ನಡೆಯಿತು. ಬಳಿಕ ಸಚಿವರು 18 ತಿಂಗಳೊಳಗೆ ಕಾಮಗಾರಿ ಪೂರ್ಣಗೊಳಿಸಲು ಗುತ್ತಿಗೆದಾರರಿಗೆ ಸೂಚನೆ ನೀಡಿದರು. ಕಾರ್ಯಕ್ರಮದಲ್ಲಿ ಜಿಲ್ಲಾಧಿಕಾರಿ ಶಿಲ್ಪಾ ನಾಗ್, ಜಿಲ್ಲಾ ಪಂಚಾಯತ್ ಮುಖ್ಯ ಕಾರ್ಯನಿರ್ವಾಹಕ ಅಧಿಕಾರಿ, ಉಪವಿಭಾಗಾಧಿಕಾರಿ, ತಹಶೀಲ್ದಾರ್, ನೀರಾವರಿ ಇಲಾಖೆ ಎಂಜಿನಿಯರ್‌ಗಳು, ರೈತ ಮುಖಂಡರು ಹಾಗೂ ಸಾರ್ವಜನಿಕರು ಭಾಗವಹಿಸಿದ್ದರು. ಇದೇ ವೇಳೆ ಗ್ರಾಮಸ್ಥರು ತಮ್ಮ ಬೇಡಿಕೆಗಳ ಮನವಿ ಪತ್ರವನ್ನು ಸಚಿವರಿಗೆ ಸಲ್ಲಿಸಿದರು. ಹೊಸ ಕಾಮಗಾರಿಗಳಿಂದ ಗ್ರಾಮೀಣ ಭಾಗದ ಜನರ ಬದುಕು ಸುಧಾರಿಸಲಿದೆ ಎಂದು ಸಚಿವರು ವಿಶ್ವಾಸ ವ್ಯಕ್ತಪಡಿಸಿದರು. bbox=[1240, 270, 1495, 399]
photo-credit: ಪ್ರತಿನಿಧಿ ಚಿತ್ರ bbox=[296, 154, 303, 179]
photo-credit: ಪ್ರತಿನಿಧಿ ಚಿತ್ರ bbox=[758, 1013, 765, 1039]
bottom-col-1 bbox=[14, 1630, 164, 1849]
divider bbox=[1240, 406, 1495, 407]
yellow-box-attribution: – ಮಹಾದೇವಪ್ಪ, ಕಾರ್ಯನಿರ್ವಹಣಾಧಿಕಾರಿ, ಪಟ್ಟಣ ಪಂಚಾಯಿತಿ bbox=[752, 1730, 883, 1756]
safari-photo-2 bbox=[14, 918, 306, 1030]
akrama-col-1 bbox=[325, 1132, 541, 1232]
right-column bbox=[1230, 97, 1495, 1540]
photo-content bbox=[787, 602, 1220, 728]
akrama-title: ಅಕ್ರಮ ಪಡಿತರ ಅಕ್ಕಿ ಸಾಗಣೆ: ವಶ bbox=[325, 973, 766, 1003]
mahaniya-text-1: ಸಿರಿಯಾಜ್ಞಾಜ್ಞಾ ಹಿಂದುಳಿದ ಸಮಾಜ ಯಾಗಿಸಿ ರಾಜಕೀಯ ತಳೆಯಾಸ ಬೇರಿಸಾ ಹೆಚ್ಚಾಗಿ ಸಮಾಜ ಕಲ್ಯಾಣ ಇಲಾಖೆ ಹೆಮ್ಮೆಯ ಸಾಧ್ಯ ಎಂದು ವಿಧಾನ ಪರಿಷತ್ ಸದಸ್ಯರು ಹೇಳಿದರು. ಮಹನೀಯರ ಆದರ್ಶಗಳನ್ನು ಯುವ ಪೀಳಿಗೆ ಅಳವಡಿಸಿಕೊಳ್ಳಬೇಕು ಎಂದು ಅವರು ಕರೆ ನೀಡಿದರು. bbox=[325, 715, 541, 771]
article-akrama bbox=[325, 973, 766, 1540]
kshetra-text-3: ಮುಂದಿನ 5 ಕೋಟಿ ರೂ. ವೆಚ್ಚದಲ್ಲಿ ಮುಂದುವರೆಯುವ ಕಾಮಗಾರಿಗಳನ್ನು ಸಕಾಲದಲ್ಲಿ ಮುಗಿಸಬೇಕು. ಗುಣಮಟ್ಟದಲ್ಲಿ ರಾಜಿ ಇಲ್ಲ ಎಂದು ಅಧಿಕಾರಿಗಳಿಗೆ ಸೂಚನೆ ನೀಡಿದರು. ಕಾರ್ಯಕ್ರಮದಲ್ಲಿ ಗ್ರಾಮ ಪಂಚಾಯಿತಿ ಅಧ್ಯಕ್ಷರು, ಸದಸ್ಯರು, ಮುಖಂಡರು ಹಾಗೂ ಸಾರ್ವಜನಿಕರು ಭಾಗವಹಿಸಿದ್ದರು. bbox=[1012, 1300, 1219, 1370]
quote-icon bbox=[332, 369, 359, 395]
lead-headline: ಧರ್ಮಾಧಾರಿತ ಆಡಳಿತ ಅಭಿವೃದ್ಧಿಗೆ ಕಂಟಕ bbox=[564, 97, 980, 132]
bonige-byline bbox=[14, 457, 304, 467]
publication-date bbox=[1311, 25, 1398, 61]
byline-agency: ಪ್ರತಿನಿಧಿ ವರದಿ bbox=[325, 167, 365, 177]
bottom-text-2: ಪಟ್ಟಣದ ವ್ಯಾಪ್ತಿಯಲ್ಲಿ ಈಗ ಸುಮಾರು ಇಲ್ಲ ಯೋಜನೆಗಳನ್ನು ಅಭಿವೃದ್ಧಿ ಕಾಮಗಾರಿಗಳಿಗೆ ಅನುದಾನ ಬಳಕೆಯಾಗಬೇಕು. ಪ್ರತಿಯೊಬ್ಬರ ಭಾಗವಹಿಸುವಿಕೆಯಿಂದ ಮಾತ್ರ ಪಟ್ಟಣ ಸುಂದರವಾಗಿ ಬೆಳೆಯಲು ಸಾಧ್ಯ ಎಂದರು. bbox=[175, 1796, 569, 1822]
short-circuit-title: ಶಾರ್ಟ್ ಸರ್ಕ್ಯೂಟ್‌ನಿಂದ ಬೆಂಕಿ ಅವಘಡ bbox=[1081, 1630, 1328, 1653]
mahaniya-col-1 bbox=[325, 714, 541, 858]
divider bbox=[1240, 542, 1495, 543]
divider bbox=[14, 426, 304, 428]
kshetra-byline bbox=[1013, 1143, 1220, 1153]
akrama-col-2 bbox=[550, 1132, 766, 1232]
bonige-title: ಬೋನಿಗೆ ಬಿದ್ದ ಚಿರತೆ bbox=[94, 433, 224, 456]
photo-content bbox=[787, 1036, 994, 1138]
blue-box-title: 3 ತಾಲೂಕುಗಳಿಗೂ ಉಪಯುಕ್ತ bbox=[521, 370, 629, 384]
bottom-photo-wrap bbox=[175, 1630, 569, 1849]
